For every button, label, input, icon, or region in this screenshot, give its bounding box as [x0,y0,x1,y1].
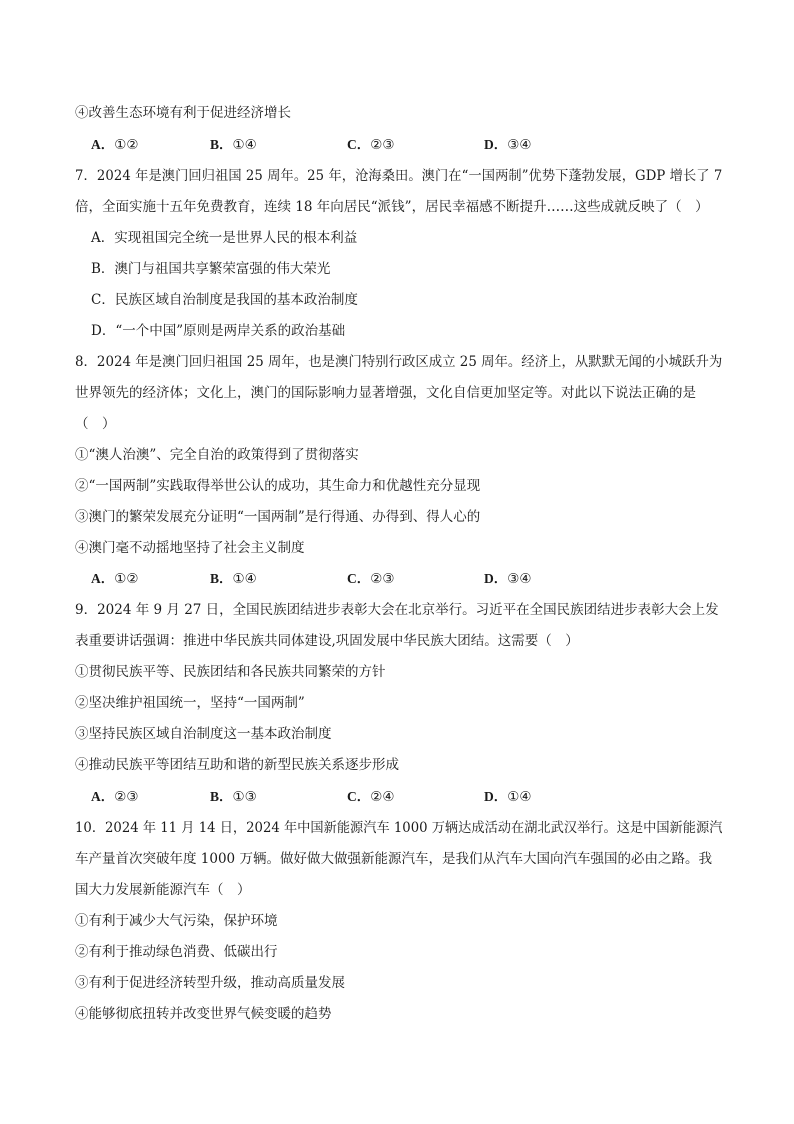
q6-item-4: ④改善生态环境有利于促进经济增长 [75,105,291,121]
q9-item-4: ④推动民族平等团结互助和谐的新型民族关系逐步形成 [75,757,399,773]
q7-option-a: A．实现祖国完全统一是世界人民的根本利益 [91,230,358,246]
q10-item-2: ②有利于推动绿色消费、低碳出行 [75,944,278,960]
option-letter: A． [91,789,115,804]
option-letter: C． [347,137,371,152]
q8-option-c [347,569,394,589]
q6-option-a [91,135,138,155]
option-letter: A． [91,571,115,586]
q8-stem-line-1: 8．2024 年是澳门回归祖国 25 周年，也是澳门特别行政区成立 25 周年。经济上，从默默无闻的小城跃升为 [75,354,723,370]
q9-item-2: ②坚决维护祖国统一，坚持“一国两制” [75,695,305,711]
q9-option-b [210,787,257,807]
option-text: ②③ [370,571,395,587]
option-letter: D． [484,137,508,152]
q9-option-a [91,787,138,807]
option-letter: B． [210,137,233,152]
q8-item-1: ①“澳人治澳”、完全自治的政策得到了贯彻落实 [75,447,359,463]
option-text: ②③ [370,137,395,153]
q10-item-4: ④能够彻底扭转并改变世界气候变暖的趋势 [75,1006,332,1022]
q10-stem-line-1: 10．2024 年 11 月 14 日，2024 年中国新能源汽车 1000 万辆达成活动在湖北武汉举行。这是中国新能源汽 [75,820,723,836]
q10-item-3: ③有利于促进经济转型升级，推动高质量发展 [75,975,345,991]
q9-option-c [347,787,394,807]
q7-stem-line-1: 7．2024 年是澳门回归祖国 25 周年。25 年，沧海桑田。澳门在“一国两制”优势下蓬勃发展，GDP 增长了 7 [75,168,723,184]
q6-option-c [347,135,394,155]
option-text: ①③ [232,789,257,805]
q9-item-1: ①贯彻民族平等、民族团结和各民族共同繁荣的方针 [75,664,386,680]
q7-option-b: B．澳门与祖国共享繁荣富强的伟大荣光 [91,261,331,277]
q9-stem-line-1: 9．2024 年 9 月 27 日，全国民族团结进步表彰大会在北京举行。习近平在全国民族团结进步表彰大会上发 [75,602,719,618]
option-letter: C． [347,571,371,586]
q10-stem-line-2: 车产量首次突破年度 1000 万辆。做好做大做强新能源汽车，是我们从汽车大国向汽车强国的必由之路。我 [75,851,712,867]
q6-option-b [210,135,257,155]
q8-option-d [484,569,531,589]
option-letter: B． [210,571,233,586]
q8-item-4: ④澳门毫不动摇地坚持了社会主义制度 [75,540,305,556]
q10-stem-line-3: 国大力发展新能源汽车（ ） [75,882,251,898]
q8-item-2: ②“一国两制”实践取得举世公认的成功，其生命力和优越性充分显现 [75,478,481,494]
q8-stem-line-2: 世界领先的经济体；文化上，澳门的国际影响力显著增强，文化自信更加坚定等。对此以下说法正确的是 [75,385,696,401]
q7-stem-line-2: 倍，全面实施十五年免费教育，连续 18 年向居民“派钱”，居民幸福感不断提升……这些成就反映了（ ） [75,199,709,215]
option-text: ①② [114,571,139,587]
q9-stem-line-2: 表重要讲话强调：推进中华民族共同体建设,巩固发展中华民族大团结。这需要（ ） [75,633,579,649]
q8-option-b [210,569,257,589]
q9-option-d [484,787,531,807]
option-text: ②④ [370,789,395,805]
q8-stem-line-3: （ ） [75,416,116,432]
option-text: ③④ [507,571,532,587]
q8-option-a [91,569,138,589]
option-letter: D． [484,571,508,586]
q10-item-1: ①有利于减少大气污染，保护环境 [75,913,278,929]
option-text: ①④ [232,137,257,153]
option-text: ①④ [507,789,532,805]
option-letter: A． [91,137,115,152]
q7-option-d: D．“一个中国”原则是两岸关系的政治基础 [91,323,346,339]
option-letter: D． [484,789,508,804]
q7-option-c: C．民族区域自治制度是我国的基本政治制度 [91,292,358,308]
option-text: ③④ [507,137,532,153]
q6-option-d [484,135,531,155]
option-letter: B． [210,789,233,804]
option-text: ①② [114,137,139,153]
option-text: ②③ [114,789,139,805]
option-letter: C． [347,789,371,804]
q8-item-3: ③澳门的繁荣发展充分证明“一国两制”是行得通、办得到、得人心的 [75,509,481,525]
q9-item-3: ③坚持民族区域自治制度这一基本政治制度 [75,726,332,742]
option-text: ①④ [232,571,257,587]
